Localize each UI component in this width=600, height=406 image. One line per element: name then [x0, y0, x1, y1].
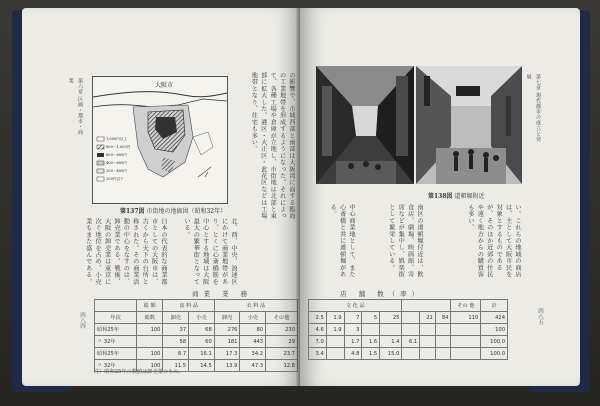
table-header: 食 料 品 [163, 300, 214, 312]
right-table-title: 店 舗 数（率） [340, 290, 424, 298]
left-body-text-bottom: 日本の代表的な商業都市としての大阪市は、古くから天下の台所と称された。その商業活動の中心をなすのは、卸売業である。戦後、大阪の卸売業は東京に次ぐ地位を占め、小売業もまた盛んである。 [84, 218, 167, 285]
table-cell [137, 336, 163, 348]
table-cell: 84 [435, 312, 451, 324]
table-subheader: 小売 [189, 312, 215, 324]
table-cell: 424 [481, 312, 508, 324]
table-row [95, 324, 298, 336]
table-cell: 100 [137, 324, 163, 336]
table-cell [420, 348, 436, 360]
table-cell: 13.9 [214, 360, 240, 372]
table-row [309, 348, 508, 360]
left-statistics-table [94, 299, 298, 372]
table-subheader: 卸売 [214, 312, 240, 324]
street-photo-arcade [316, 66, 414, 184]
table-subheader: 卸売 [163, 312, 189, 324]
table-row [309, 324, 508, 336]
table-row [95, 348, 298, 360]
right-body-text: い。これらの地域の商店は、主として大阪市民を対象とするものであるが、そのほか近郊の住民や遠く地方からの購買客も多い。 [466, 204, 521, 278]
photo-caption-number: 第138図 [428, 193, 453, 200]
legend-item: 1,000円以上 [106, 137, 128, 141]
table-cell [362, 324, 380, 336]
table-cell [451, 348, 481, 360]
table-cell: 230 [266, 324, 298, 336]
table-cell [435, 324, 451, 336]
table-cell: 1.7 [344, 336, 362, 348]
table-cell: 14.5 [189, 360, 215, 372]
legend-item: 800〜1,000円 [106, 145, 131, 149]
right-page-number: 四八五 [537, 308, 543, 325]
table-cell: 100 [137, 348, 163, 360]
table-cell: 12.8 [266, 360, 298, 372]
photo-caption [428, 191, 484, 200]
map-caption-text: 市街地の地価図（昭和32年） [146, 208, 227, 215]
table-cell: 443 [240, 336, 266, 348]
table-header [402, 300, 451, 312]
table-cell: 15.0 [380, 348, 402, 360]
table-cell: 5 [362, 312, 380, 324]
street-photo-shopping-street [416, 66, 522, 184]
table-cell: 34.2 [240, 348, 266, 360]
legend-item: 600〜800円 [106, 153, 127, 157]
table-cell [326, 348, 344, 360]
table-cell [451, 324, 481, 336]
table-cell: 181 [214, 336, 240, 348]
table-cell: 4.6 [309, 324, 327, 336]
table-cell: 1.6 [362, 336, 380, 348]
map-caption [120, 206, 226, 215]
table-cell: 1.5 [362, 348, 380, 360]
table-header: その 他 [451, 300, 481, 312]
table-cell: 16.1 [189, 348, 215, 360]
table-cell [326, 336, 344, 348]
table-cell: 23.7 [266, 348, 298, 360]
left-table-title: 商業 業 務 [192, 290, 253, 298]
table-cell: 100 [481, 324, 508, 336]
right-statistics-table [308, 299, 508, 360]
table-cell: 25 [380, 312, 402, 324]
legend-item: 400〜600円 [106, 161, 127, 165]
legend-item: 200円以下 [106, 177, 124, 181]
table-cell: 1.9 [326, 312, 344, 324]
table-cell: 37 [163, 324, 189, 336]
table-cell [402, 312, 420, 324]
table-header: 総 額 [137, 300, 163, 312]
table-subheader: 年次 [95, 312, 137, 324]
table-cell: 100.0 [481, 348, 508, 360]
left-page-number: 四八四 [79, 312, 85, 329]
right-body-text-left: 中心商業地として、また心斎橋と共に道頓堀がある。 [329, 204, 355, 278]
land-value-map [92, 76, 228, 204]
table-cell: 1.9 [326, 324, 344, 336]
table-cell: 21 [420, 312, 436, 324]
table-cell: 3.4 [309, 348, 327, 360]
table-cell: 29 [266, 336, 298, 348]
table-header: 文 化 品 [309, 300, 402, 312]
table-row [309, 336, 508, 348]
table-row [309, 312, 508, 324]
table-cell: 1.4 [380, 336, 402, 348]
table-cell [420, 336, 436, 348]
left-body-text-right: の影響で、市域西部と南部は大阪湾に面する臨海の工業地帯を形成するようになった。それによって、各種工場や倉庫が立地し、市街地は北部と東部に拡大した。港区・大正区・此花区などは工場地帯となり、住宅も多い。 [250, 72, 295, 220]
right-page [300, 8, 580, 386]
table-subheader: 総数 [137, 312, 163, 324]
table-cell: 3 [344, 324, 362, 336]
map-legend [106, 135, 130, 183]
table-cell: 276 [214, 324, 240, 336]
table-cell: 〃 32年 [95, 360, 137, 372]
table-cell [420, 324, 436, 336]
table-cell [402, 324, 420, 336]
right-body-text-mid: 南区の道頓堀付近は、飲食店、劇場、映画館、寄席などが集中し、娯楽街として繁栄している。 [387, 204, 423, 278]
table-header: 計 [481, 300, 508, 312]
table-cell: 7 [344, 312, 362, 324]
left-body-text-mid: 北、西、中央、浪速区にかけて商業地帯があり、とくに心斎橋筋を中心とする地域は大阪最大の繁華街となっている。 [182, 218, 237, 285]
table-cell: 6.1 [402, 336, 420, 348]
table-cell: 100 [137, 360, 163, 372]
table-subheader: その他 [266, 312, 298, 324]
left-running-head: 第六章 区画・都市・商業 [67, 78, 83, 136]
map-title: 大阪市 [155, 82, 174, 89]
table-row [95, 336, 298, 348]
legend-item: 200〜400円 [106, 169, 127, 173]
table-cell: 11.5 [163, 360, 189, 372]
table-cell [402, 348, 420, 360]
table-cell [451, 336, 481, 348]
right-running-head: 第七章 現代都市の成立と発展 [525, 74, 541, 143]
table-cell: 58 [163, 336, 189, 348]
table-cell: 7.0 [309, 336, 327, 348]
table-header [95, 300, 137, 312]
table-cell: 2.5 [309, 312, 327, 324]
map-caption-number: 第137図 [120, 208, 145, 215]
table-cell [435, 336, 451, 348]
table-cell: 〃 32年 [95, 336, 137, 348]
table-cell: 60 [189, 336, 215, 348]
table-cell [435, 348, 451, 360]
table-cell: 昭和25年 [95, 348, 137, 360]
table-header: 衣 料 品 [214, 300, 297, 312]
photo-caption-text: 道頓堀附近 [454, 193, 485, 200]
table-cell: 68 [189, 324, 215, 336]
table-cell: 8.7 [163, 348, 189, 360]
table-cell: 110 [451, 312, 481, 324]
left-table-note: 注）昭和25年の数値は卸売業のもの。 [94, 369, 184, 375]
table-cell: 100.0 [481, 336, 508, 348]
table-subheader: 小売 [240, 312, 266, 324]
table-cell [380, 324, 402, 336]
table-cell: 17.3 [214, 348, 240, 360]
table-cell: 47.3 [240, 360, 266, 372]
table-cell: 4.8 [344, 348, 362, 360]
table-cell: 80 [240, 324, 266, 336]
table-cell: 昭和25年 [95, 324, 137, 336]
left-page [22, 8, 300, 386]
